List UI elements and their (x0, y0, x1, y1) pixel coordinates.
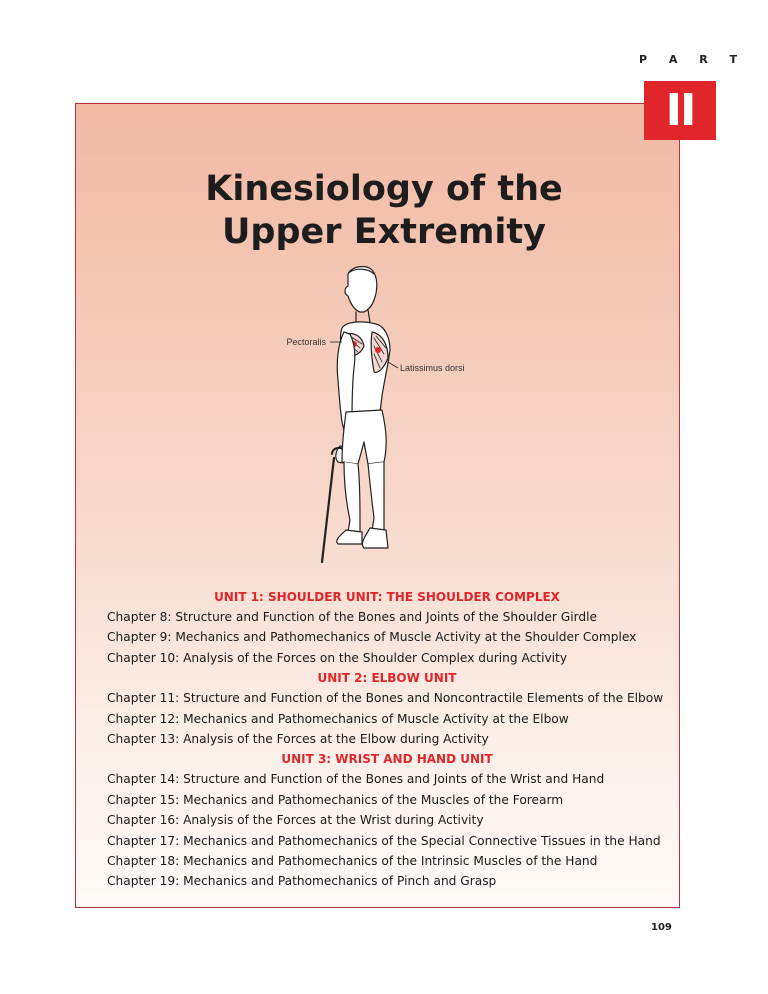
label-pectoralis: Pectoralis (286, 337, 326, 347)
part-number-badge: II (644, 81, 716, 140)
unit-3-heading: UNIT 3: WRIST AND HAND UNIT (281, 752, 493, 767)
title-line-2: Upper Extremity (222, 212, 546, 252)
title-line-1: Kinesiology of the (205, 169, 563, 209)
toc-chapter-18: Chapter 18: Mechanics and Pathomechanics of the Intrinsic Muscles of the Hand (107, 853, 598, 868)
page-title (0, 168, 768, 254)
unit-2-heading: UNIT 2: ELBOW UNIT (317, 671, 457, 686)
toc-chapter-16: Chapter 16: Analysis of the Forces at the Wrist during Activity (107, 813, 484, 828)
toc-chapter-15: Chapter 15: Mechanics and Pathomechanics of the Muscles of the Forearm (107, 792, 564, 807)
label-latissimus-dorsi: Latissimus dorsi (400, 363, 465, 373)
unit-1-heading: UNIT 1: SHOULDER UNIT: THE SHOULDER COMPLEX (214, 590, 560, 604)
toc-chapter-14: Chapter 14: Structure and Function of the Bones and Joints of the Wrist and Hand (107, 772, 605, 787)
toc-chapter-8: Chapter 8: Structure and Function of the Bones and Joints of the Shoulder Girdle (107, 610, 598, 624)
toc-chapter-12: Chapter 12: Mechanics and Pathomechanics of Muscle Activity at the Elbow (107, 711, 569, 726)
toc-chapter-13: Chapter 13: Analysis of the Forces at the Elbow during Activity (107, 731, 489, 746)
toc-chapter-19: Chapter 19: Mechanics and Pathomechanics of Pinch and Grasp (107, 874, 497, 889)
part-label: P A R T (639, 53, 747, 66)
toc-chapter-17: Chapter 17: Mechanics and Pathomechanics of the Special Connective Tissues in the Hand (107, 833, 661, 848)
toc-chapter-11: Chapter 11: Structure and Function of the Bones and Noncontractile Elements of the Elbow (107, 691, 664, 706)
page-number: 109 (651, 922, 672, 933)
anatomical-figure (260, 262, 500, 572)
table-of-contents (107, 587, 667, 892)
toc-chapter-9: Chapter 9: Mechanics and Pathomechanics of Muscle Activity at the Shoulder Complex (107, 630, 637, 645)
toc-chapter-10: Chapter 10: Analysis of the Forces on the Shoulder Complex during Activity (107, 650, 568, 665)
